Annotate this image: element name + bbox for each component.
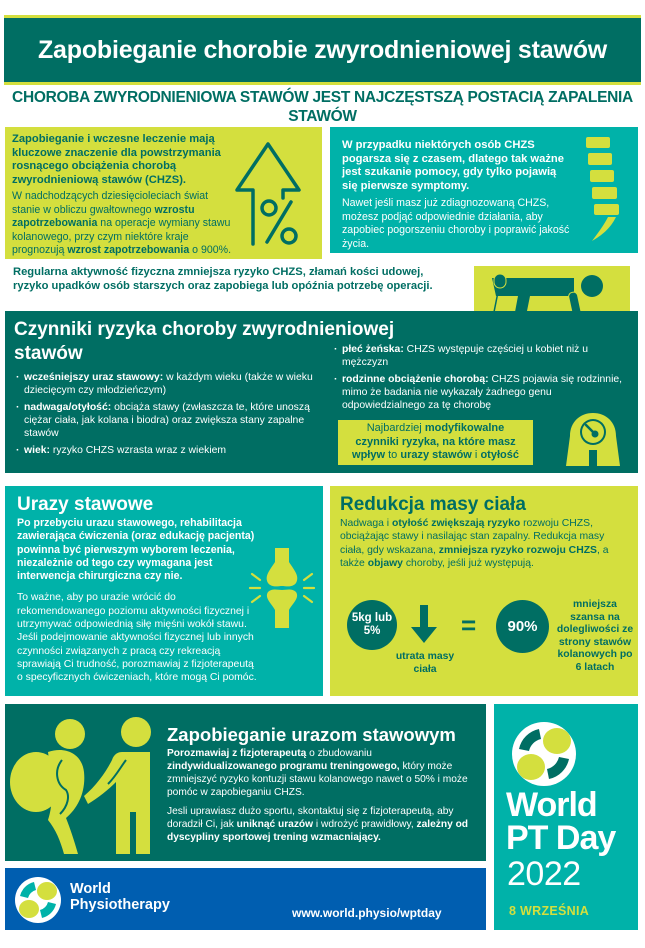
- risk-factors-title: Czynniki ryzyka choroby zwyrodnieniowej stawów: [14, 319, 395, 364]
- arrow-up-percent-icon: [233, 140, 303, 250]
- joint-injuries-body: To ważne, aby po urazie wrócić do rekomendowanego poziomu aktywności fizycznej i utrzymywać odpowiednią siłę mięśni wokół stawu. Jeśli podejmowanie aktywności fizycznej lub innych czynności związanych z pracą czy rekreacją sprawiają Ci trudność, porozmawiaj z fizjoterapeutą o specyficznych ćwiczeniach, które mogą Ci pomóc.: [17, 592, 257, 684]
- list-item: · rodzinne obciążenie chorobą: CHZS pojawia się rodzinnie, mimo że badania nie wykazały żadnego genu odpowiedzialnego za tę chorobę: [334, 373, 632, 412]
- activity-statement: Regularna aktywność fizyczna zmniejsza ryzyko CHZS, złamań kości udowej, ryzyko upadków osób starszych oraz zapobiega lub opóźnia potrzebę operacji.: [13, 266, 433, 292]
- risk-factors-list-left: [16, 371, 316, 461]
- joint-injuries-lead: Po przebyciu urazu stawowego, rehabilitacja zawierająca ćwiczenia (oraz edukację pacjenta) powinna być pierwszym wyborem leczenia, niezależnie od tego czy wymagana jest interwencja chirurgiczna czy nie.: [17, 517, 255, 583]
- risk-reduction-label: mniejsza szansa na dolegliwości ze strony stawów kolanowych po 6 latach: [556, 599, 634, 673]
- worsening-body: Nawet jeśli masz już zdiagnozowaną CHZS, możesz podjąć odpowiednie działania, aby zapobiec pogorszeniu choroby i poprawić jakość życia.: [342, 197, 570, 250]
- world-pt-day-year: 2022: [507, 855, 581, 893]
- weight-loss-label: utrata masy ciała: [395, 651, 455, 675]
- worsening-lead: W przypadku niektórych osób CHZS pogarsza się z czasem, dlatego tak ważne jest szukanie pomocy, gdy tylko pojawią się pierwsze symptomy.: [342, 139, 564, 192]
- weight-reduction-title: Redukcja masy ciała: [340, 494, 526, 515]
- list-item: · wcześniejszy uraz stawowy: w każdym wieku (także w wieku dziecięcym czy młodzieńczym): [16, 371, 316, 397]
- physio-patient-figures-icon: [8, 712, 158, 857]
- website-link[interactable]: www.world.physio/wptday: [292, 906, 442, 920]
- weight-loss-amount-badge: 5kg lub 5%: [347, 600, 397, 650]
- risk-reduction-percent-badge: 90%: [496, 600, 549, 653]
- equals-sign: =: [461, 610, 477, 640]
- arrow-down-icon: [411, 605, 437, 643]
- page-title: Zapobieganie chorobie zwyrodnieniowej stawów: [37, 35, 608, 64]
- organization-name: World Physiotherapy: [70, 881, 170, 913]
- world-pt-day-title: World PT Day: [506, 786, 616, 857]
- page-subtitle: CHOROBA ZWYRODNIENIOWA STAWÓW JEST NAJCZĘSTSZĄ POSTACIĄ ZAPALENIA STAWÓW: [12, 89, 633, 125]
- spine-icon: [580, 133, 625, 243]
- knee-joint-icon: [248, 548, 316, 628]
- weight-reduction-body: Nadwaga i otyłość zwiększają ryzyko rozwoju CHZS, obciążając stawy i nasilając stan zapalny. Redukcja masy ciała, gdy wskazana, zmniejsza ryzyko rozwoju CHZS, a także objawy choroby, jeśli już występują.: [340, 518, 609, 569]
- list-item: · nadwaga/otyłość: obciąża stawy (zwłaszcza te, które unoszą ciężar ciała, jak kolana i biodra) oraz zwiększa stany zapalne stawów: [16, 401, 316, 440]
- intro-lead: Zapobieganie i wczesne leczenie mają kluczowe znaczenie dla powstrzymania rosnącego obciążenia chorobą zwyrodnieniową stawów (CHZS).: [12, 133, 221, 186]
- injury-prevention-paragraph-2: Jesli uprawiasz dużo sportu, skontaktuj się z fizjoterapeutą, aby doradził Ci, jak uniknąć urazów i wdrożyć prawidłowy, zależny od dyscypliny sportowej trening wzmacniający.: [167, 806, 469, 843]
- world-pt-day-logo-icon: [511, 721, 577, 787]
- joint-injuries-title: Urazy stawowe: [17, 494, 154, 515]
- list-item: · wiek: ryzyko CHZS wzrasta wraz z wiekiem: [16, 444, 316, 457]
- weight-scale-icon: [562, 410, 624, 468]
- risk-factors-list-right: [334, 343, 632, 416]
- injury-prevention-paragraph-1: Porozmawiaj z fizjoterapeutą o zbudowaniu zindywidualizowanego programu treningowego, który może zmniejszyć ryzyko kontuzji stawu kolanowego nawet o 50% i może pomóc w zapobieganiu CHZS.: [167, 748, 468, 798]
- world-physiotherapy-logo-icon: [14, 876, 62, 924]
- modifiable-risk-callout: Najbardziej modyfikowalne czynniki ryzyka, na które masz wpływ to urazy stawów i otyłość: [338, 420, 533, 465]
- header-banner: [4, 15, 641, 85]
- world-pt-day-date: 8 WRZEŚNIA: [509, 904, 590, 918]
- list-item: · płeć żeńska: CHZS występuje częściej u kobiet niż u mężczyzn: [334, 343, 632, 369]
- intro-body: W nadchodzących dziesięcioleciach świat stanie w obliczu gwałtownego wzrostu zapotrzebowania na operacje wymiany stawu kolanowego, przy czym niektóre kraje prognozują wzrost zapotrzebowania o 900%.: [12, 190, 232, 256]
- injury-prevention-title: Zapobieganie urazom stawowym: [167, 724, 456, 745]
